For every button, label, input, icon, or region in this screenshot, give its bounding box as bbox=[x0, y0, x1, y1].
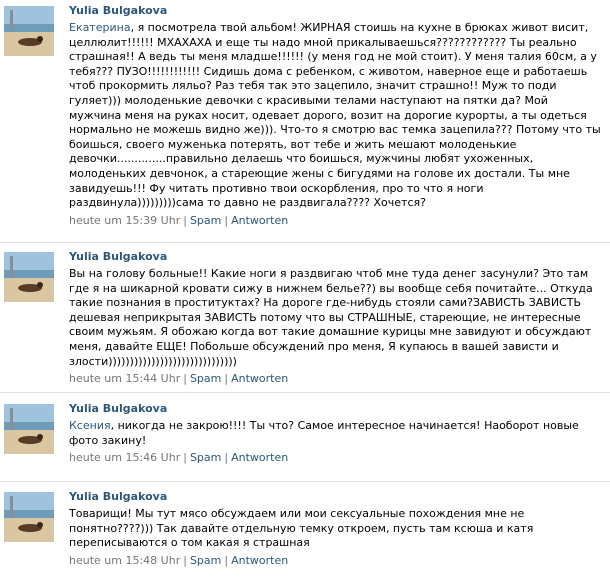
meta-separator: | bbox=[183, 372, 187, 386]
meta-separator: | bbox=[183, 451, 187, 465]
post-divider bbox=[0, 242, 610, 243]
post-message: , я посмотрела твой альбом! ЖИРНАЯ стоишь на кухне в брюках живот висит, целлюлит!!!!!! МХАХАХА и еще ты надо мной прикалываешься???????????? Ты реально страшная!! А ведь ты меня младше!!!!!! (у меня год не мой стоит). У меня талия 60см, а у тебя??? ПУЗО!!!!!!!!!!!! Сидишь дома с ребенком, с животом, наверное еще и работаешь чтоб прокормить ляльо? Раз тебя так это зацепило, значит страшно!! Муж то поди гуляет))) молоденькие девочки с красивыми телами наступают на пятки да? Мой мужчина меня на руках носит, одевает дорого, возит на дорогие курорты, а ты одеться нормально не можешь видно же))). Что-то я смотрю вас темка зацепила??? Потому что ты боишься, своего муженька потерять, вот тебе и жить мешают молоденькие девочки..............правильно делаешь что боишься, мужчины любят ухоженных, молоденьких девчонок, а стареющие жены с бигудями на голове их достали. Ты мне завидуешь!!! Фу читать противно твои оскорбления, про то что я ноги раздвинула)))))))))сама то давно не раздвигала???? Хочется? bbox=[69, 21, 601, 210]
spam-link[interactable]: Spam bbox=[189, 372, 222, 386]
meta-separator: | bbox=[224, 372, 229, 386]
post-message: Вы на голову больные!! Какие ноги я раздвигаю чтоб мне туда денег засунули? Это там где я на шикарной кровати сижу в нижнем белье??) вы вообще себя почитайте... Откуда такие познания в проституктах? На дороге где-нибудь стояли сами?ЗАВИСТЬ ЗАВИСТЬ дешевая неприкрытая ЗАВИСТЬ потому что вы СТРАШНЫЕ, стареющие, не интересные своим мужьям. Я обожаю когда вот такие домашние курицы мне завидуют и обсуждают меня, давайте ЕЩЕ! Побольше обсуждений про меня, Я купаюсь в вашей зависти и злости)))))))))))))))))))))))))))))) bbox=[69, 267, 593, 368]
spam-link[interactable]: Spam bbox=[189, 451, 222, 465]
post-timestamp: heute um 15:46 Uhr bbox=[69, 451, 181, 465]
post-divider bbox=[0, 392, 610, 393]
beach-photo-icon bbox=[4, 252, 54, 302]
post-timestamp: heute um 15:44 Uhr bbox=[69, 372, 181, 386]
mention-link[interactable]: Екатерина bbox=[69, 21, 131, 34]
meta-separator: | bbox=[183, 213, 187, 227]
avatar[interactable] bbox=[4, 252, 54, 302]
post-text bbox=[69, 21, 603, 211]
reply-link[interactable]: Antworten bbox=[231, 372, 289, 386]
post-timestamp: heute um 15:48 Uhr bbox=[69, 553, 181, 567]
meta-separator: | bbox=[183, 553, 187, 567]
reply-link[interactable]: Antworten bbox=[231, 451, 289, 465]
avatar[interactable] bbox=[4, 492, 54, 542]
meta-separator: | bbox=[224, 451, 229, 465]
avatar[interactable] bbox=[4, 6, 54, 56]
beach-photo-icon bbox=[4, 492, 54, 542]
post-text bbox=[69, 507, 603, 551]
reply-link[interactable]: Antworten bbox=[231, 553, 289, 567]
beach-photo-icon bbox=[4, 404, 54, 454]
spam-link[interactable]: Spam bbox=[189, 553, 222, 567]
post-meta bbox=[69, 554, 603, 568]
post-meta bbox=[69, 451, 603, 465]
author-link[interactable]: Yulia Bulgakova bbox=[69, 402, 168, 415]
avatar[interactable] bbox=[4, 404, 54, 454]
post-text bbox=[69, 267, 603, 369]
reply-link[interactable]: Antworten bbox=[231, 213, 289, 227]
author-link[interactable]: Yulia Bulgakova bbox=[69, 490, 168, 503]
post-divider bbox=[0, 481, 610, 482]
post-meta bbox=[69, 372, 603, 386]
post-timestamp: heute um 15:39 Uhr bbox=[69, 213, 181, 227]
post-text bbox=[69, 419, 603, 448]
spam-link[interactable]: Spam bbox=[189, 213, 222, 227]
post-meta bbox=[69, 214, 603, 228]
meta-separator: | bbox=[224, 553, 229, 567]
meta-separator: | bbox=[224, 213, 229, 227]
author-link[interactable]: Yulia Bulgakova bbox=[69, 250, 168, 263]
post-message: Товарищи! Мы тут мясо обсуждаем или мои сексуальные похождения мне не понятно????))) Так давайте отдельную темку откроем, пусть там ксюша и катя переписываются о том какая я страшная bbox=[69, 507, 534, 550]
beach-photo-icon bbox=[4, 6, 54, 56]
author-link[interactable]: Yulia Bulgakova bbox=[69, 4, 168, 17]
mention-link[interactable]: Ксения bbox=[69, 419, 111, 432]
post-message: , никогда не закрою!!!! Ты что? Самое интересное начинается! Наоборот новые фото закину! bbox=[69, 419, 579, 447]
